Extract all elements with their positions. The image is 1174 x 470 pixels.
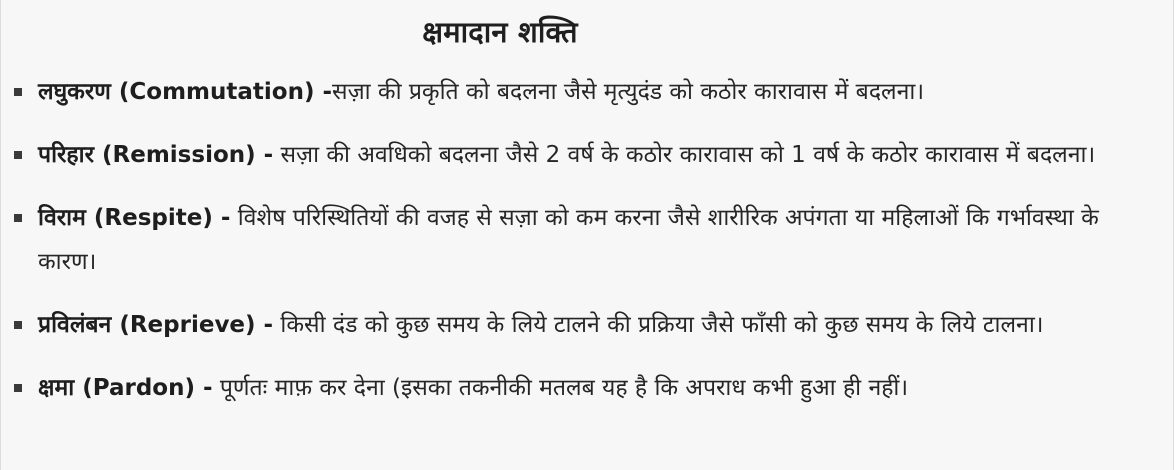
item-description: सज़ा की प्रकृति को बदलना जैसे मृत्युदंड को कठोर कारावास में बदलना। [332, 79, 925, 105]
item-term: लघुकरण (Commutation) - [38, 79, 333, 105]
list-item-reprieve [12, 303, 1162, 347]
item-term: परिहार (Remission) - [38, 142, 274, 168]
item-term: प्रविलंबन (Reprieve) - [38, 312, 274, 338]
square-bullet-icon [14, 384, 22, 392]
list-item-respite [12, 196, 1162, 284]
square-bullet-icon [14, 88, 22, 96]
square-bullet-icon [14, 214, 22, 222]
list-item-commutation [12, 70, 1162, 114]
item-term: विराम (Respite) - [38, 205, 231, 231]
page-title: क्षमादान शक्ति [422, 15, 578, 49]
pardon-powers-list [12, 70, 1162, 430]
item-description: सज़ा की अवधिको बदलना जैसे 2 वर्ष के कठोर कारावास को 1 वर्ष के कठोर कारावास में बदलना। [273, 142, 1096, 168]
item-description: किसी दंड को कुछ समय के लिये टालने की प्रक्रिया जैसे फाँसी को कुछ समय के लिये टालना। [273, 312, 1044, 338]
item-description: पूर्णतः माफ़ कर देना (इसका तकनीकी मतलब यह है कि अपराध कभी हुआ ही नहीं। [212, 375, 909, 401]
square-bullet-icon [14, 151, 22, 159]
square-bullet-icon [14, 321, 22, 329]
list-item-pardon [12, 366, 1162, 410]
list-item-remission [12, 133, 1162, 177]
item-description: विशेष परिस्थितियों की वजह से सज़ा को कम करना जैसे शारीरिक अपंगता या महिलाओं कि गर्भावस्था के कारण। [38, 205, 1099, 275]
item-term: क्षमा (Pardon) - [38, 375, 213, 401]
